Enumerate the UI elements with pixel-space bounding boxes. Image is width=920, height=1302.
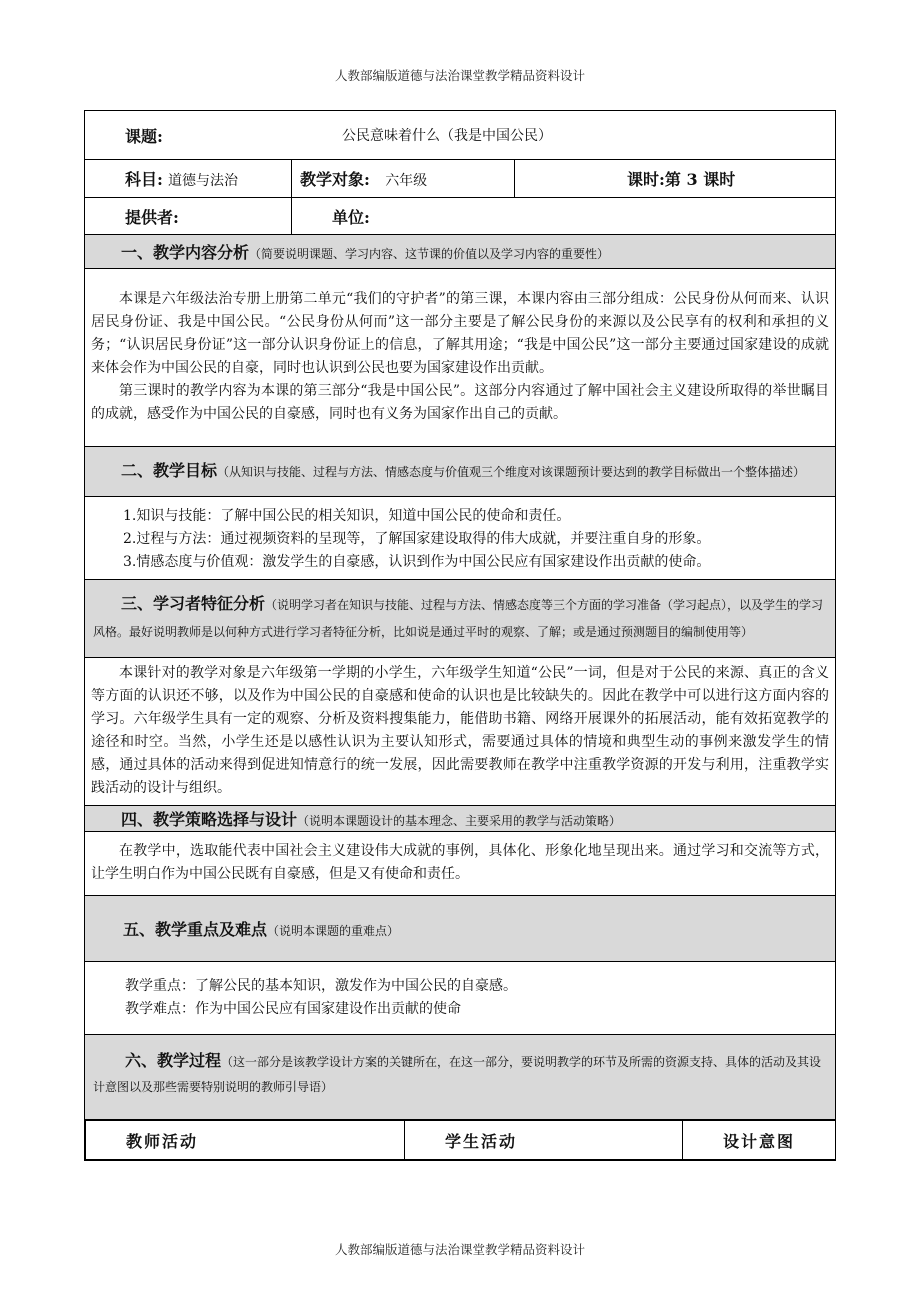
section-5-header [85,896,836,962]
column-design-intent: 设计意图 [723,1131,796,1151]
section-6-header [85,1035,836,1120]
section-3-paragraph: 本课针对的教学对象是六年级第一学期的小学生，六年级学生知道“公民”一词，但是对于公民的来源、真正的含义等方面的认识还不够，以及作为中国公民的自豪感和使命的认识也是比较缺失的。因此在教学中可以进行这方面内容的学习。六年级学生具有一定的观察、分析及资料搜集能力，能借助书籍、网络开展课外的拓展活动，能有效拓宽教学的途径和时空。当然，小学生还是以感性认识为主要认知形式，需要通过具体的情境和典型生动的事例来激发学生的情感，通过具体的活动来得到促进知情意行的统一发展，因此需要教师在教学中注重教学资源的开发与利用，注重教学实践活动的设计与组织。 [91,665,830,796]
topic-label: 课题: [125,126,163,146]
section-5-note: （说明本课题的重难点） [267,924,400,938]
section-4-note: （说明本课题设计的基本理念、主要采用的教学与活动策略） [297,814,622,828]
topic-value: 公民意味着什么（我是中国公民） [342,128,552,144]
section-5-title: 五、教学重点及难点 [123,920,268,939]
difficulty: 教学难点：作为中国公民应有国家建设作出贡献的使命 [125,1001,461,1017]
section-1-note: （简要说明课题、学习内容、这节课的价值以及学习内容的重要性） [249,247,610,261]
subject-value: 道德与法治 [168,173,239,189]
goal-knowledge: 1.知识与技能：了解中国公民的相关知识，知道中国公民的使命和责任。 [123,507,571,524]
section-1-header [85,235,836,269]
section-2-body [85,497,836,580]
section-5-body [85,962,836,1035]
hours-value: 第 3 课时 [664,170,736,189]
section-2-note: （从知识与技能、过程与方法、情感态度与价值观三个维度对该课题预计要达到的教学目标做出一个整体描述） [217,464,806,479]
hours-label: 课时: [627,170,665,189]
target-label: 教学对象: [300,170,370,189]
subject-row [85,160,836,198]
section-4-header [85,806,836,832]
section-3-header [85,580,836,658]
process-columns-row [85,1120,836,1161]
section-3-title: 三、学习者特征分析 [121,594,266,613]
goal-process: 2.过程与方法：通过视频资料的呈现等，了解国家建设取得的伟大成就，并要注重自身的形象。 [123,530,711,547]
section-2-title: 二、教学目标 [121,460,218,480]
subject-label: 科目: [125,170,163,189]
section-6-title: 六、教学过程 [125,1051,222,1070]
section-3-body [85,658,836,806]
column-student-activity: 学生活动 [445,1131,518,1151]
section-6-note: （这一部分是该教学设计方案的关键所在，在这一部分，要说明教学的环节及所需的资源支持、具体的活动及其设计意图以及那些需要特别说明的教师引导语） [93,1055,822,1094]
section-1-title: 一、教学内容分析 [121,243,250,262]
goal-emotion: 3.情感态度与价值观：激发学生的自豪感，认识到作为中国公民应有国家建设作出贡献的使命。 [123,553,711,570]
provider-row [85,198,836,235]
section-1-paragraph: 本课是六年级法治专册上册第二单元“我们的守护者”的第三课，本课内容由三部分组成：公民身份从何而来、认识居民身份证、我是中国公民。“公民身份从何而”这一部分主要是了解公民身份的来源以及公民享有的权利和承担的义务；“认识居民身份证”这一部分认识身份证上的信息，了解其用途；“我是中国公民”这一部分主要通过国家建设的成就来体会作为中国公民的自豪，同时也认识到公民也要为国家建设作出贡献。 [91,291,830,376]
page-footer: 人教部编版道德与法治课堂教学精品资料设计 [334,1242,585,1257]
section-4-title: 四、教学策略选择与设计 [121,810,298,829]
column-teacher-activity: 教师活动 [126,1131,199,1151]
key-point: 教学重点：了解公民的基本知识，激发作为中国公民的自豪感。 [125,978,517,994]
section-3-note: （说明学习者在知识与技能、过程与方法、情感态度等三个方面的学习准备（学习起点），以及学生的学习风格。最好说明教师是以何种方式进行学习者特征分析，比如说是通过平时的观察、了解；或是通过预测题目的编制使用等） [93,598,824,639]
target-value: 六年级 [385,173,428,189]
page-header: 人教部编版道德与法治课堂教学精品资料设计 [334,68,585,83]
lesson-plan-table [84,110,836,1161]
topic-row [85,111,836,160]
section-1-paragraph: 第三课时的教学内容为本课的第三部分“我是中国公民”。这部分内容通过了解中国社会主义建设所取得的举世瞩目的成就，感受作为中国公民的自豪感，同时也有义务为国家作出自己的贡献。 [91,383,830,422]
section-2-header [85,447,836,497]
section-1-body [85,269,836,447]
unit-label: 单位: [332,207,370,227]
provider-label: 提供者: [125,207,179,227]
section-4-paragraph: 在教学中，选取能代表中国社会主义建设伟大成就的事例，具体化、形象化地呈现出来。通过学习和交流等方式，让学生明白作为中国公民既有自豪感，但是又有使命和责任。 [91,843,830,882]
section-4-body [85,832,836,896]
